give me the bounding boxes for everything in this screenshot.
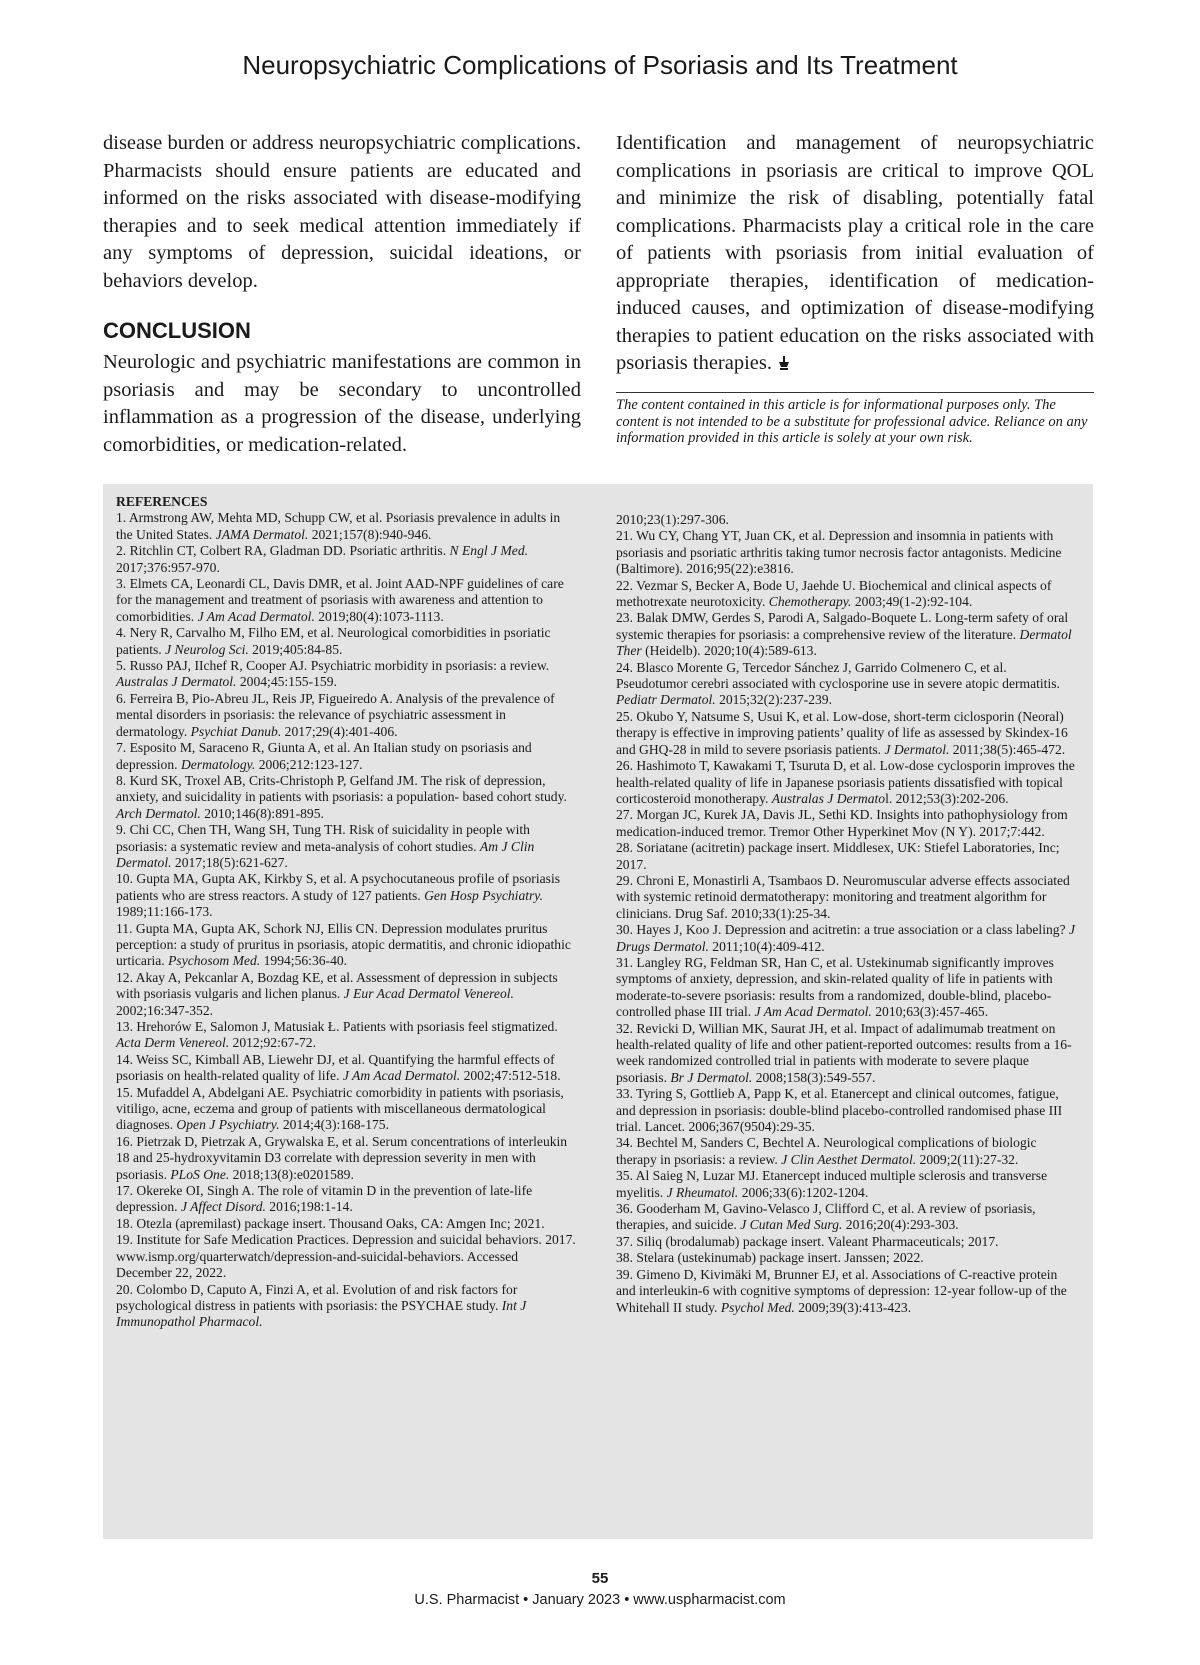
reference-text: 22. Vezmar S, Becker A, Bode U, Jaehde U. Biochemical and clinical aspects of methotrexate neurotoxicity.: [616, 577, 1052, 610]
reference-text: 7. Esposito M, Saraceno R, Giunta A, et al. An Italian study on psoriasis and depression.: [116, 740, 532, 772]
reference-journal: Chemotherapy.: [768, 594, 852, 610]
reference-item: [616, 578, 1077, 611]
reference-journal: Psychol Med.: [720, 1299, 795, 1315]
reference-journal: Psychosom Med.: [168, 953, 261, 969]
reference-journal: Psychiat Danub.: [190, 723, 282, 739]
reference-citation: 2008;158(3):549-557.: [752, 1069, 876, 1085]
reference-citation: l. 2012;53(3):202-206.: [885, 790, 1009, 806]
right-body-column: [616, 130, 1094, 378]
reference-journal: J Am Acad Dermatol.: [754, 1004, 872, 1020]
reference-citation: 2017;376:957-970.: [116, 559, 220, 575]
reference-citation: 2004;45:155-159.: [236, 674, 337, 690]
reference-citation: 2016;20(4):293-303.: [842, 1217, 959, 1233]
reference-text: 25. Okubo Y, Natsume S, Usui K, et al. Low-dose, short-term ciclosporin (Neoral) therapy is effective in improving patients’ quality of life as assessed by Skindex-16 and GHQ-28 in mild to severe psoriasis patients.: [616, 708, 1068, 757]
reference-citation: 2021;157(8):940-946.: [308, 526, 432, 542]
reference-text: 15. Mufaddel A, Abdelgani AE. Psychiatric comorbidity in patients with psoriasis, vitiligo, acne, eczema and group of patients with miscellaneous dermatological diagnoses.: [116, 1084, 564, 1133]
reference-citation: 2006;212:123-127.: [255, 756, 363, 772]
reference-journal: Australas J Dermatol.: [116, 674, 237, 690]
references-heading: REFERENCES: [116, 494, 208, 509]
reference-item: [116, 1216, 577, 1232]
reference-journal: Acta Derm Venereol.: [116, 1035, 230, 1051]
reference-text: 18. Otezla (apremilast) package insert. Thousand Oaks, CA: Amgen Inc; 2021.: [116, 1215, 545, 1231]
reference-text: 26. Hashimoto T, Kawakami T, Tsuruta D, et al. Low-dose cyclosporin improves the health-related quality of life in Japanese psoriasis patients dissatisfied with topical corticosteroid monotherapy.: [616, 758, 1075, 806]
reference-item: [116, 740, 577, 773]
disclaimer-note: The content contained in this article is for informational purposes only. The content is not intended to be a substitute for professional advice. Reliance on any information provided in this article is solely at your own risk.: [616, 392, 1094, 447]
reference-item: [116, 970, 577, 1019]
reference-item: [616, 1135, 1077, 1168]
reference-text: 20. Colombo D, Caputo A, Finzi A, et al. Evolution of and risk factors for psychological distress in patients with psoriasis: the PSYCHAE study.: [116, 1281, 518, 1313]
reference-item: [116, 921, 577, 970]
reference-journal: Gen Hosp Psychiatry.: [424, 887, 543, 903]
reference-item: [616, 955, 1077, 1021]
reference-item: [116, 871, 577, 920]
reference-text: 9. Chi CC, Chen TH, Wang SH, Tung TH. Risk of suicidality in people with psoriasis: a systematic review and meta-analysis of cohort studies.: [116, 822, 530, 854]
reference-text: 6. Ferreira B, Pio-Abreu JL, Reis JP, Figueiredo A. Analysis of the prevalence of mental disorders in psoriasis: the relevance of psychiatric assessment in dermatology.: [116, 690, 555, 739]
reference-journal: J Eur Acad Dermatol Venereol.: [343, 986, 514, 1002]
reference-citation: (Heidelb). 2020;10(4):589-613.: [641, 643, 817, 659]
reference-journal: Arch Dermatol.: [116, 805, 201, 821]
reference-journal: Br J Dermatol.: [670, 1069, 753, 1085]
reference-journal: Am J Clin Dermatol.: [116, 838, 535, 870]
page-header-title: Neuropsychiatric Complications of Psoriasis and Its Treatment: [242, 50, 958, 80]
reference-text: 10. Gupta MA, Gupta AK, Kirkby S, et al. A psychocutaneous profile of psoriasis patients who are stress reactors. A study of 127 patients.: [116, 871, 561, 903]
reference-citation: 2003;49(1-2):92-104.: [851, 594, 973, 610]
reference-citation: 2011;38(5):465-472.: [949, 741, 1066, 757]
reference-journal: PLoS One.: [170, 1166, 230, 1182]
reference-journal: N Engl J Med.: [449, 543, 529, 559]
reference-item: [616, 1201, 1077, 1234]
reference-journal: J Drugs Dermatol.: [616, 922, 1076, 954]
reference-text: 8. Kurd SK, Troxel AB, Crits-Christoph P, Gelfand JM. The risk of depression, anxiety, and suicidality in patients with psoriasis: a population- based cohort study.: [116, 772, 567, 805]
reference-text: 35. Al Saieg N, Luzar MJ. Etanercept induced multiple sclerosis and transverse myelitis.: [616, 1168, 1048, 1200]
intro-paragraph: disease burden or address neuropsychiatric complications. Pharmacists should ensure patients are educated and informed on the risks associated with disease-modifying therapies and to seek medical attention immediately if any symptoms of depression, suicidal ideations, or behaviors develop.: [103, 132, 581, 292]
reference-item: [116, 691, 577, 740]
reference-citation: 2019;80(4):1073-1113.: [314, 608, 444, 624]
reference-citation: 2009;2(11):27-32.: [916, 1151, 1019, 1167]
reference-item: [616, 512, 1077, 528]
reference-text: 16. Pietrzak D, Pietrzak A, Grywalska E, et al. Serum concentrations of interleukin 18 and 25-hydroxyvitamin D3 correlate with depression severity in men with psoriasis.: [116, 1133, 568, 1182]
page-number: 55: [591, 1570, 609, 1587]
reference-journal: JAMA Dermatol.: [215, 526, 309, 542]
reference-journal: Dermatology.: [180, 756, 256, 772]
reference-text: 28. Soriatane (acitretin) package insert. Middlesex, UK: Stiefel Laboratories, Inc; 2017.: [616, 840, 1060, 872]
reference-item: [616, 1168, 1077, 1201]
reference-text: 29. Chroni E, Monastirli A, Tsambaos D. Neuromuscular adverse effects associated with systemic retinoid dermatotherapy: monitoring and treatment algorithm for clinicians. Drug Saf. 2010;33(1):25-34.: [616, 872, 1070, 921]
reference-item: [616, 1086, 1077, 1135]
reference-item: [616, 758, 1077, 807]
reference-item: [116, 1052, 577, 1085]
reference-text: 30. Hayes J, Koo J. Depression and acitretin: a true association or a class labeling?: [616, 922, 1069, 938]
reference-text: 14. Weiss SC, Kimball AB, Liewehr DJ, et al. Quantifying the harmful effects of psoriasis on health-related quality of life.: [116, 1051, 555, 1084]
reference-citation: 2009;39(3):413-423.: [794, 1299, 912, 1315]
reference-journal: J Am Acad Dermatol.: [342, 1068, 461, 1084]
reference-journal: J Rheumatol.: [666, 1184, 739, 1200]
references-right-column: [616, 512, 1077, 1316]
reference-journal: J Affect Disord.: [180, 1199, 266, 1215]
reference-item: [116, 1019, 577, 1052]
reference-item: [616, 873, 1077, 922]
reference-citation: 2017;29(4):401-406.: [281, 723, 398, 739]
reference-journal: Int J Immunopathol Pharmacol.: [116, 1297, 527, 1330]
reference-text: 13. Hrehorów E, Salomon J, Matusiak Ł. Patients with psoriasis feel stigmatized.: [116, 1019, 558, 1034]
reference-citation: 1994;56:36-40.: [260, 953, 348, 969]
reference-citation: 1989;11:166-173.: [116, 904, 213, 920]
reference-text: 11. Gupta MA, Gupta AK, Schork NJ, Ellis CN. Depression modulates pruritus perception: a study of pruritus in psoriasis, atopic dermatitis, and chronic idiopathic urticaria.: [116, 920, 571, 969]
reference-text: 1. Armstrong AW, Mehta MD, Schupp CW, et al. Psoriasis prevalence in adults in the United States.: [116, 510, 561, 542]
reference-item: [616, 807, 1077, 840]
reference-journal: Pediatr Dermatol.: [616, 692, 716, 708]
reference-text: 2. Ritchlin CT, Colbert RA, Gladman DD. Psoriatic arthritis.: [116, 543, 450, 559]
reference-item: [616, 1267, 1077, 1316]
reference-text: 34. Bechtel M, Sanders C, Bechtel A. Neurological complications of biologic therapy in psoriasis: a review.: [616, 1135, 1037, 1167]
conclusion-heading: CONCLUSION: [103, 318, 251, 343]
conclusion-paragraph: Neurologic and psychiatric manifestations are common in psoriasis and may be secondary to uncontrolled inflammation as a progression of the disease, underlying comorbidities, or medication-related.: [103, 351, 581, 456]
reference-citation: 2002;47:512-518.: [460, 1068, 561, 1084]
reference-item: [616, 709, 1077, 758]
reference-item: [116, 576, 577, 625]
reference-citation: 2017;18(5):621-627.: [171, 854, 288, 870]
closing-paragraph: [616, 130, 1094, 378]
references-box: [103, 484, 1093, 1539]
reference-text: 39. Gimeno D, Kivimäki M, Brunner EJ, et al. Associations of C-reactive protein and interleukin-6 with cognitive symptoms of depression: 12-year follow-up of the Whitehall II study.: [616, 1266, 1067, 1315]
reference-item: [116, 543, 577, 576]
reference-item: [116, 625, 577, 658]
reference-text: 32. Revicki D, Willian MK, Saurat JH, et al. Impact of adalimumab treatment on health-related quality of life and other patient-reported outcomes: results from a 16-week randomized controlled trial in patients with moderate to severe plaque psoriasis.: [616, 1020, 1072, 1085]
reference-item: [116, 1134, 577, 1183]
reference-citation: 2015;32(2):237-239.: [715, 692, 832, 708]
reference-journal: J Neurolog Sci.: [165, 641, 249, 657]
reference-text: 37. Siliq (brodalumab) package insert. Valeant Pharmaceuticals; 2017.: [616, 1233, 999, 1249]
reference-citation: 2012;92:67-72.: [229, 1035, 316, 1051]
reference-journal: J Clin Aesthet Dermatol.: [781, 1151, 917, 1167]
reference-citation: 2018;13(8):e0201589.: [229, 1166, 354, 1182]
reference-item: [116, 1282, 577, 1331]
references-left-column: [116, 494, 577, 1331]
left-body-column: [103, 130, 581, 459]
reference-citation: 2010;146(8):891-895.: [200, 805, 324, 821]
mortar-pestle-icon: [778, 356, 790, 370]
reference-citation: 2014;4(3):168-175.: [279, 1117, 389, 1133]
reference-text: 24. Blasco Morente G, Tercedor Sánchez J, Garrido Colmenero C, et al. Pseudotumor cerebri associated with cyclosporine use in severe atopic dermatitis.: [616, 659, 1060, 692]
reference-item: [116, 1085, 577, 1134]
reference-journal: J Am Acad Dermatol.: [197, 608, 315, 624]
reference-text: 2010;23(1):297-306.: [616, 512, 729, 527]
reference-item: [616, 1234, 1077, 1250]
reference-citation: 2019;405:84-85.: [248, 641, 343, 657]
reference-citation: 2006;33(6):1202-1204.: [738, 1184, 869, 1200]
reference-text: 23. Balak DMW, Gerdes S, Parodi A, Salgado-Boquete L. Long-term safety of oral systemic therapies for psoriasis: a comprehensive review of the literature.: [616, 610, 1069, 642]
reference-text: 33. Tyring S, Gottlieb A, Papp K, et al. Etanercept and clinical outcomes, fatigue, and depression in psoriasis: double-blind placebo-controlled randomised phase III trial. Lancet. 2006;367(9504):29-35.: [616, 1086, 1063, 1135]
reference-item: [116, 658, 577, 691]
reference-item: [616, 1250, 1077, 1266]
reference-text: 38. Stelara (ustekinumab) package insert. Janssen; 2022.: [616, 1250, 924, 1266]
reference-item: [616, 528, 1077, 577]
reference-item: [616, 610, 1077, 659]
reference-item: [116, 510, 577, 543]
reference-journal: Open J Psychiatry.: [176, 1117, 280, 1133]
reference-journal: Australas J Dermato: [771, 790, 886, 806]
reference-item: [116, 773, 577, 822]
reference-text: 31. Langley RG, Feldman SR, Han C, et al. Ustekinumab significantly improves symptoms of anxiety, depression, and skin-related quality of life in patients with moderate-to-severe psoriasis: results from a randomized, double-blind, placebo-controlled phase III trial.: [616, 954, 1054, 1020]
reference-journal: Dermatol Ther: [616, 626, 1072, 659]
reference-citation: 2011;10(4):409-412.: [708, 938, 825, 954]
reference-text: 36. Gooderham M, Gavino-Velasco J, Clifford C, et al. A review of psoriasis, therapies, and suicide.: [616, 1201, 1036, 1233]
reference-citation: 2010;63(3):457-465.: [871, 1004, 989, 1020]
reference-item: [616, 922, 1077, 955]
reference-item: [116, 1232, 577, 1281]
reference-text: 19. Institute for Safe Medication Practices. Depression and suicidal behaviors. 2017. www.ismp.org/quarterwatch/depression-and-suicidal-behaviors. Accessed December 22, 2022.: [116, 1232, 576, 1281]
publication-footer: U.S. Pharmacist • January 2023 • www.uspharmacist.com: [414, 1592, 786, 1608]
reference-text: 5. Russo PAJ, IIchef R, Cooper AJ. Psychiatric morbidity in psoriasis: a review.: [116, 658, 550, 674]
reference-text: 12. Akay A, Pekcanlar A, Bozdag KE, et al. Assessment of depression in subjects with psoriasis vulgaris and lichen planus.: [116, 969, 558, 1002]
reference-item: [116, 1183, 577, 1216]
reference-journal: J Dermatol.: [884, 741, 950, 757]
reference-text: 3. Elmets CA, Leonardi CL, Davis DMR, et al. Joint AAD-NPF guidelines of care for the management and treatment of psoriasis with awareness and attention to comorbidities.: [116, 576, 564, 624]
reference-text: 17. Okereke OI, Singh A. The role of vitamin D in the prevention of late-life depression.: [116, 1183, 533, 1215]
reference-item: [116, 822, 577, 871]
reference-journal: J Cutan Med Surg.: [740, 1217, 843, 1233]
reference-item: [616, 660, 1077, 709]
reference-item: [616, 840, 1077, 873]
reference-text: 27. Morgan JC, Kurek JA, Davis JL, Sethi KD. Insights into pathophysiology from medication-induced tremor. Tremor Other Hyperkinet Mov (N Y). 2017;7:442.: [616, 807, 1068, 839]
reference-citation: 2002;16:347-352.: [116, 1002, 214, 1018]
reference-text: 21. Wu CY, Chang YT, Juan CK, et al. Depression and insomnia in patients with psoriasis and psoriatic arthritis taking tumor necrosis factor antagonists. Medicine (Baltimore). 2016;95(22):e3816.: [616, 528, 1062, 577]
reference-item: [616, 1021, 1077, 1087]
reference-text: 4. Nery R, Carvalho M, Filho EM, et al. Neurological comorbidities in psoriatic patients.: [116, 625, 551, 657]
reference-citation: 2016;198:1-14.: [265, 1199, 353, 1215]
closing-paragraph-text: Identification and management of neuropsychiatric complications in psoriasis are critical to improve QOL and minimize the risk of disabling, potentially fatal complications. Pharmacists play a critical role in the care of patients with psoriasis from initial evaluation of appropriate therapies, identification of medication-induced causes, and optimization of disease-modifying therapies to patient education on the risks associated with psoriasis therapies.: [616, 132, 1094, 374]
